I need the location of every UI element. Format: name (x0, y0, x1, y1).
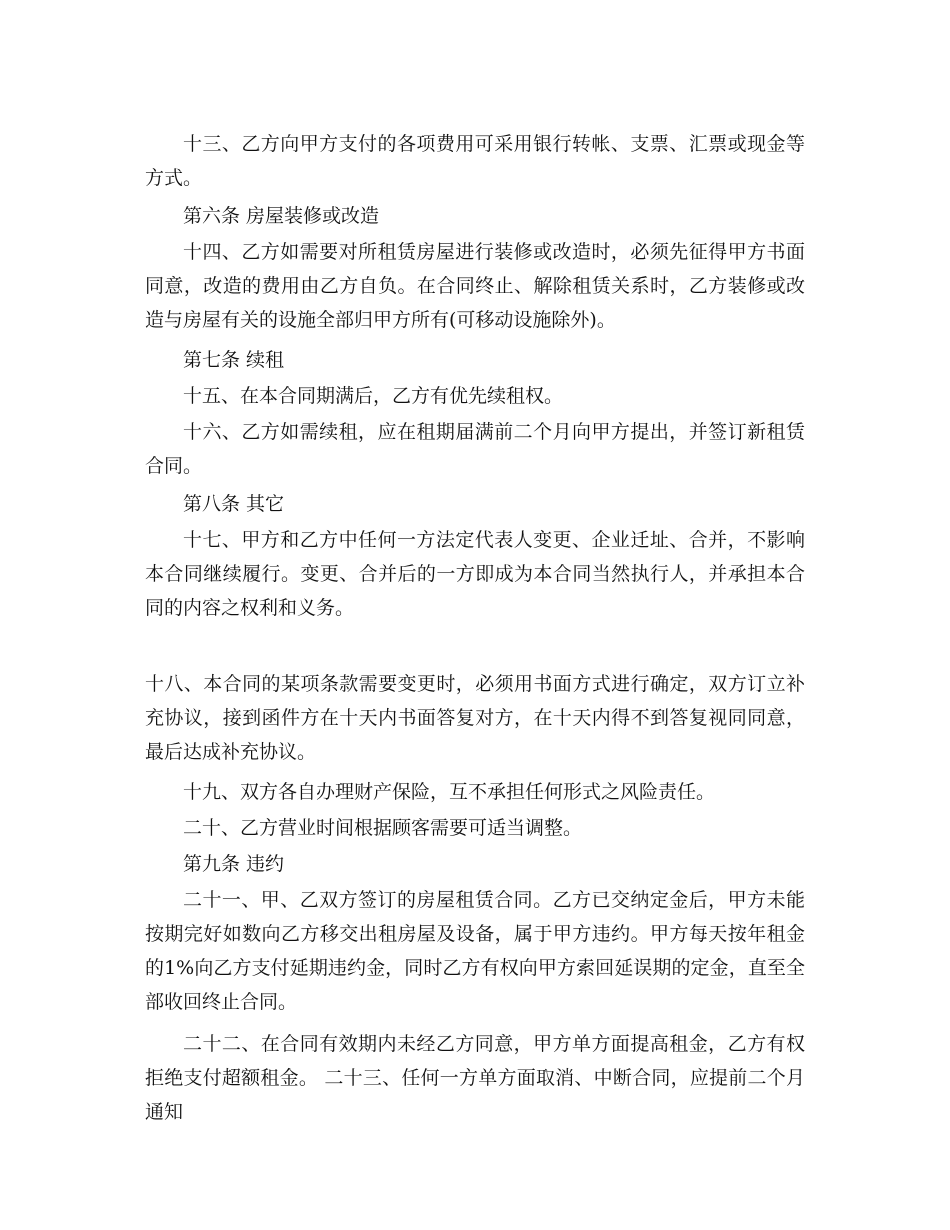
paragraph-14: 十四、乙方如需要对所租赁房屋进行装修或改造时，必须先征得甲方书面同意，改造的费用由乙方自负。在合同终止、解除租赁关系时，乙方装修或改造与房屋有关的设施全部归甲方所有(可移动设施除外)。 (145, 241, 805, 331)
section-heading-9: 第九条 违约 (183, 853, 285, 875)
section-heading-6: 第六条 房屋装修或改造 (183, 205, 380, 227)
paragraph-15: 十五、在本合同期满后，乙方有优先续租权。 (183, 385, 564, 407)
paragraph-21: 二十一、甲、乙双方签订的房屋租赁合同。乙方已交纳定金后，甲方未能按期完好如数向乙方移交出租房屋及设备，属于甲方违约。甲方每天按年租金的1%向乙方支付延期违约金，同时乙方有权向甲方索回延误期的定金，直至全部收回终止合同。 (145, 889, 805, 1013)
paragraph-13: 十三、乙方向甲方支付的各项费用可采用银行转帐、支票、汇票或现金等方式。 (145, 133, 805, 189)
paragraph-19: 十九、双方各自办理财产保险，互不承担任何形式之风险责任。 (183, 781, 716, 803)
paragraph-17: 十七、甲方和乙方中任何一方法定代表人变更、企业迁址、合并，不影响本合同继续履行。变更、合并后的一方即成为本合同当然执行人，并承担本合同的内容之权利和义务。 (145, 529, 805, 619)
paragraph-16: 十六、乙方如需续租，应在租期届满前二个月向甲方提出，并签订新租赁合同。 (145, 421, 805, 477)
section-heading-8: 第八条 其它 (183, 493, 285, 515)
paragraph-22-23: 二十二、在合同有效期内未经乙方同意，甲方单方面提高租金，乙方有权拒绝支付超额租金。 二十三、任何一方单方面取消、中断合同，应提前二个月通知 (145, 1033, 805, 1123)
section-heading-7: 第七条 续租 (183, 349, 285, 371)
paragraph-18: 十八、本合同的某项条款需要变更时，必须用书面方式进行确定，双方订立补充协议，接到函件方在十天内书面答复对方，在十天内得不到答复视同同意，最后达成补充协议。 (145, 673, 805, 763)
paragraph-20: 二十、乙方营业时间根据顾客需要可适当调整。 (183, 817, 583, 839)
